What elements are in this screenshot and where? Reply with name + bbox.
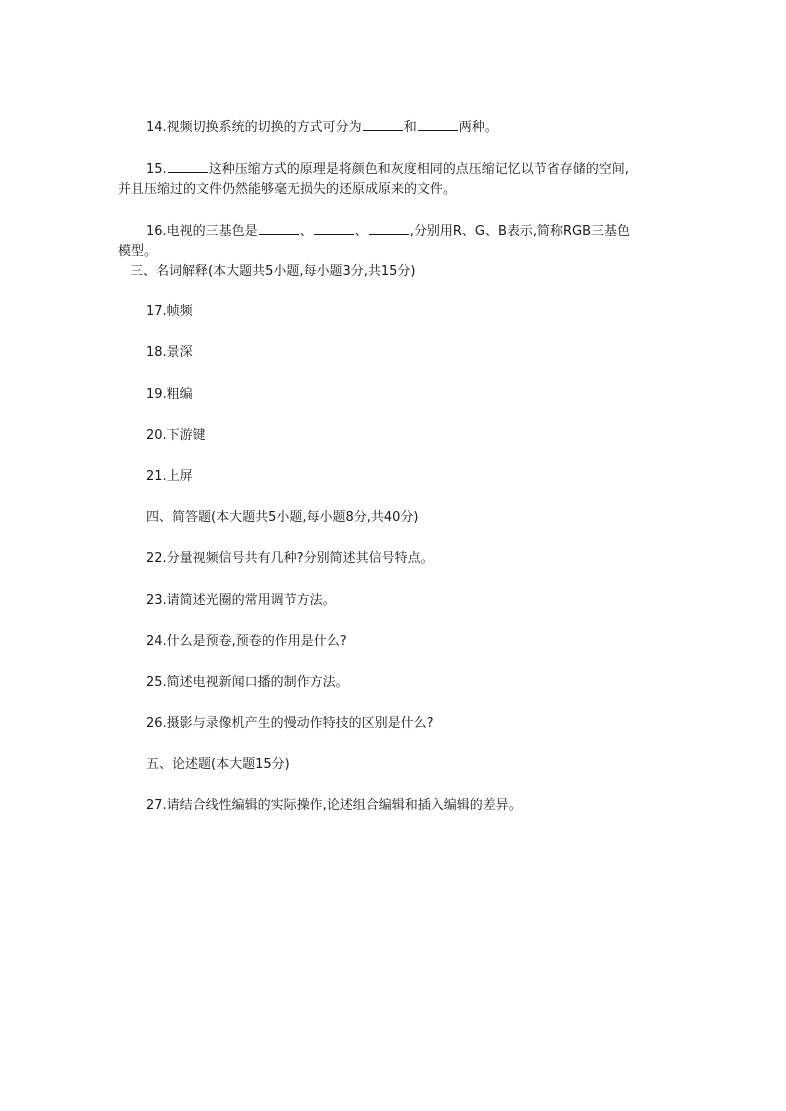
term-item: 18.景深 bbox=[146, 345, 193, 360]
term-item: 17.帧频 bbox=[146, 304, 193, 319]
short-answer-item: 22.分量视频信号共有几种?分别简述其信号特点。 bbox=[146, 551, 434, 566]
question-16-sep: 、 bbox=[299, 224, 313, 239]
question-16-sep: 、 bbox=[354, 224, 368, 239]
essay-item: 27.请结合线性编辑的实际操作,论述组合编辑和插入编辑的差异。 bbox=[146, 798, 522, 813]
section-3-heading: 三、名词解释(本大题共5小题,每小题3分,共15分) bbox=[130, 264, 416, 279]
answer-blank bbox=[168, 158, 208, 173]
question-14 bbox=[146, 116, 498, 138]
question-16-prefix: 16.电视的三基色是 bbox=[146, 224, 258, 239]
term-item: 21.上屏 bbox=[146, 469, 193, 484]
answer-blank bbox=[259, 220, 299, 235]
short-answer-item: 26.摄影与录像机产生的慢动作特技的区别是什么? bbox=[146, 716, 434, 731]
term-item: 20.下游键 bbox=[146, 428, 206, 443]
question-15-prefix: 15. bbox=[146, 162, 167, 177]
section-5-heading: 五、论述题(本大题15分) bbox=[146, 757, 290, 772]
short-answer-item: 24.什么是预卷,预卷的作用是什么? bbox=[146, 634, 347, 649]
question-14-prefix: 14.视频切换系统的切换的方式可分为 bbox=[146, 120, 362, 135]
question-16 bbox=[146, 220, 630, 242]
answer-blank bbox=[363, 116, 403, 131]
question-15-line2: 并且压缩过的文件仍然能够毫无损失的还原成原来的文件。 bbox=[118, 182, 457, 197]
answer-blank bbox=[369, 220, 409, 235]
question-16-line2: 模型。 bbox=[118, 244, 158, 259]
question-14-mid: 和 bbox=[403, 120, 417, 135]
short-answer-item: 25.简述电视新闻口播的制作方法。 bbox=[146, 675, 349, 690]
question-14-suffix: 两种。 bbox=[458, 120, 498, 135]
term-item: 19.粗编 bbox=[146, 387, 193, 402]
question-15 bbox=[146, 158, 629, 180]
question-16-suffix: ,分别用R、G、B表示,简称RGB三基色 bbox=[409, 224, 631, 239]
short-answer-item: 23.请简述光圈的常用调节方法。 bbox=[146, 593, 336, 608]
section-4-heading: 四、简答题(本大题共5小题,每小题8分,共40分) bbox=[146, 510, 419, 525]
answer-blank bbox=[314, 220, 354, 235]
answer-blank bbox=[418, 116, 458, 131]
question-15-suffix: 这种压缩方式的原理是将颜色和灰度相同的点压缩记忆以节省存储的空间, bbox=[208, 162, 629, 177]
